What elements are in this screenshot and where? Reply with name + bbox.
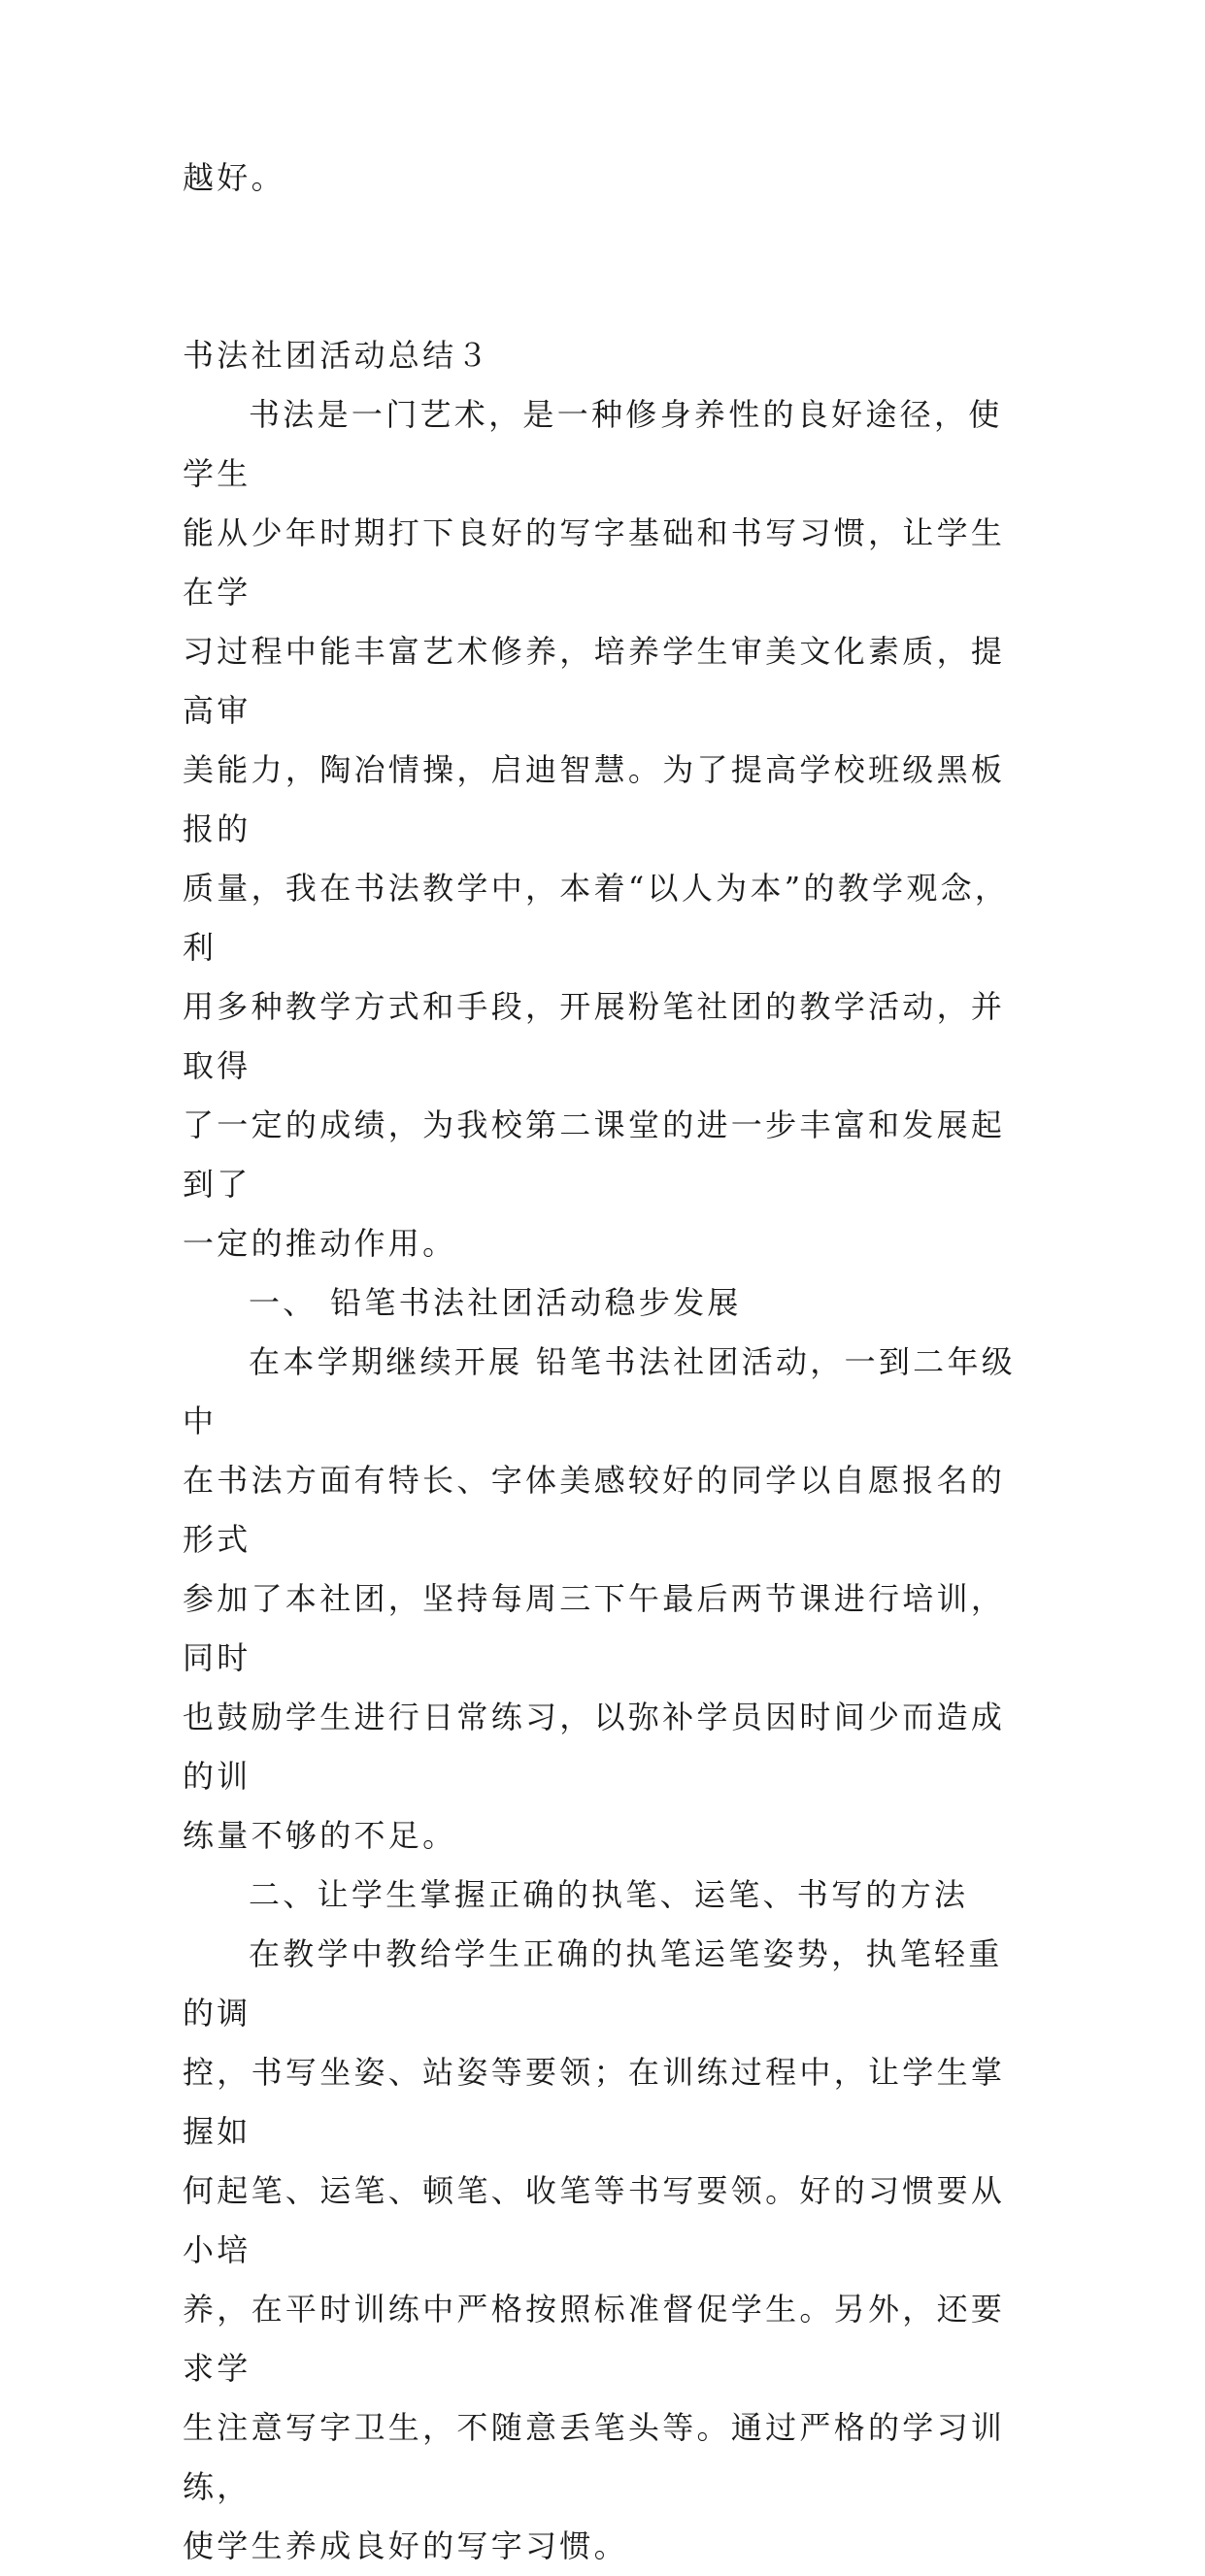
text-line: 了一定的成绩，为我校第二课堂的进一步丰富和发展起到了 — [183, 1106, 1006, 1203]
text-line: 在本学期继续开展 铅笔书法社团活动，一到二年级中 — [183, 1343, 1017, 1439]
text-line: 在书法方面有特长、字体美感较好的同学以自愿报名的形式 — [183, 1462, 1006, 1558]
subheading-pencil-club: 一、 铅笔书法社团活动稳步发展 — [249, 1284, 742, 1321]
text-line: 书法是一门艺术，是一种修身养性的良好途径，使学生 — [183, 396, 1003, 492]
text-line: 使学生养成良好的写字习惯。 — [183, 2527, 628, 2564]
paragraph-writing-method — [183, 1925, 1027, 2576]
subheading-writing-method: 二、让学生掌握正确的执笔、运笔、书写的方法 — [249, 1876, 969, 1913]
text-line: 参加了本社团，坚持每周三下午最后两节课进行培训，同时 — [183, 1580, 1006, 1676]
text-line: 养，在平时训练中严格按照标准督促学生。另外，还要求学 — [183, 2291, 1006, 2387]
text-line: 在教学中教给学生正确的执笔运笔姿势，执笔轻重的调 — [183, 1935, 1003, 2031]
text-line: 习过程中能丰富艺术修养，培养学生审美文化素质，提高审 — [183, 633, 1006, 729]
paragraph-intro — [183, 385, 1027, 1273]
text-line: 一定的推动作用。 — [183, 1225, 457, 1262]
text-line: 质量，我在书法教学中，本着“以人为本”的教学观念，利 — [183, 870, 1010, 966]
text-line: 何起笔、运笔、顿笔、收笔等书写要领。好的习惯要从小培 — [183, 2172, 1006, 2268]
text-line: 用多种教学方式和手段，开展粉笔社团的教学活动，并取得 — [183, 988, 1006, 1084]
document-body — [183, 149, 1027, 2576]
text-line: 能从少年时期打下良好的写字基础和书写习惯，让学生在学 — [183, 514, 1006, 611]
section-title: 书法社团活动总结３ — [183, 337, 491, 374]
text-line: 也鼓励学生进行日常练习，以弥补学员因时间少而造成的训 — [183, 1699, 1006, 1795]
paragraph-gap — [183, 208, 1027, 326]
text-line: 美能力，陶冶情操，启迪智慧。为了提高学校班级黑板报的 — [183, 751, 1006, 847]
text-line: 练量不够的不足。 — [183, 1817, 457, 1854]
paragraph-pencil-club — [183, 1333, 1027, 1866]
text-line: 生注意写字卫生，不随意丢笔头等。通过严格的学习训练， — [183, 2409, 1006, 2505]
continuation-text: 越好。 — [183, 159, 285, 196]
text-line: 控，书写坐姿、站姿等要领；在训练过程中，让学生掌握如 — [183, 2054, 1006, 2150]
